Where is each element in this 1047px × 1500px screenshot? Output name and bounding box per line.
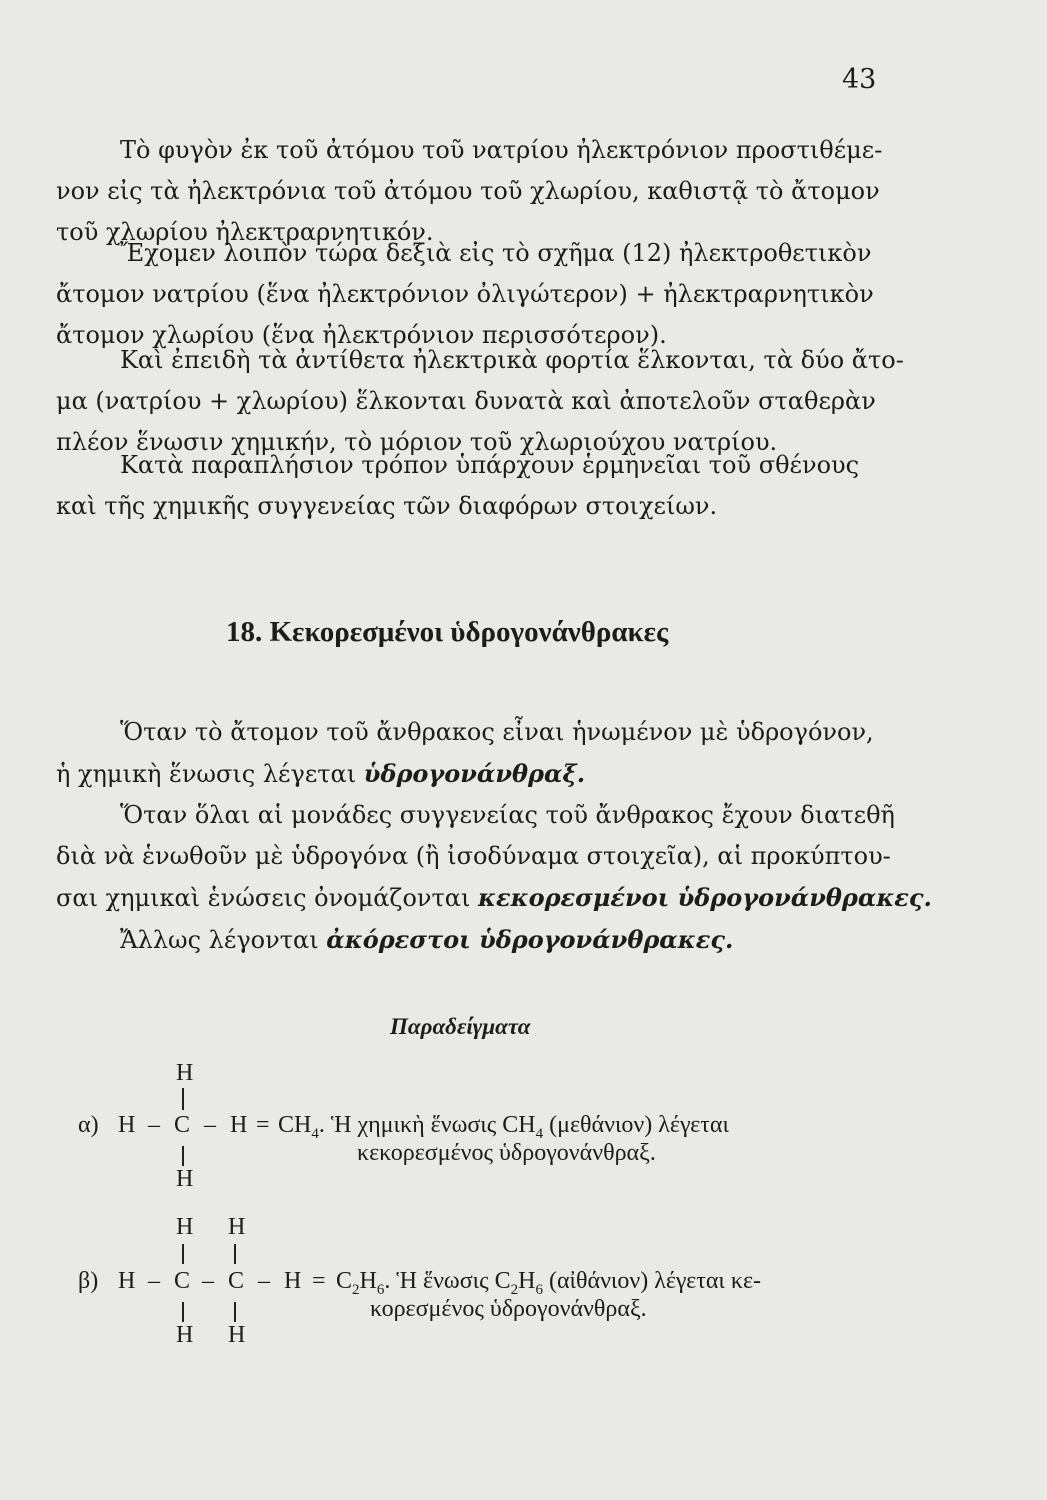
atom-h-left: H <box>118 1112 136 1138</box>
text-line: Καὶ ἐπειδὴ τὰ ἀντίθετα ἠλεκτρικὰ φορτία ἕλκονται, τὰ δύο ἄτο- <box>120 346 904 374</box>
paragraph-2 <box>56 233 882 356</box>
formula-subscript: 2 <box>510 1281 519 1298</box>
atom-h-left: H <box>118 1268 136 1294</box>
example-label-b: β) <box>78 1268 99 1294</box>
text-line: καὶ τῆς χημικῆς συγγενείας τῶν διαφόρων στοιχείων. <box>56 492 718 520</box>
equals-sign: = <box>312 1268 326 1294</box>
example-label-a: α) <box>78 1112 99 1138</box>
formula-subscript: 2 <box>352 1281 360 1298</box>
atom-c: C <box>228 1268 245 1294</box>
text-line: ἄτομον νατρίου (ἕνα ἠλεκτρόνιον ὀλιγώτερον) + ἠλεκτραρνητικὸν <box>56 280 874 308</box>
atom-h-bottom: H <box>228 1322 246 1348</box>
text-line: τοῦ χλωρίου ἠλεκτραρνητικόν. <box>56 218 434 246</box>
text-line: Ἔχομεν λοιπὸν τώρα δεξιὰ εἰς τὸ σχῆμα (12) ἠλεκτροθετικὸν <box>120 239 872 267</box>
section-heading: 18. Κεκορεσμένοι ὑδρογονάνθρακες <box>226 616 669 648</box>
atom-h-top: H <box>228 1214 246 1240</box>
atom-c: C <box>174 1112 191 1138</box>
text-line <box>112 919 882 961</box>
atom-h-bottom: H <box>176 1322 194 1348</box>
term-unsaturated-hydrocarbons: ἀκόρεστοι ὑδρογονάνθρακες. <box>326 925 734 954</box>
bond-vertical <box>182 1302 184 1322</box>
formula-subscript: 6 <box>376 1281 385 1298</box>
bond-horizontal: – <box>202 1268 214 1294</box>
text-line: Ὅταν τὸ ἄτομον τοῦ ἄνθρακος εἶναι ἡνωμένον μὲ ὑδρογόνον, <box>120 718 874 746</box>
example-text-line2: κεκορεσμένος ὑδρογονάνθραξ. <box>357 1140 656 1166</box>
paragraph-5 <box>56 712 932 961</box>
formula-ethane <box>336 1268 761 1299</box>
atom-c: C <box>174 1268 191 1294</box>
atom-h-bottom: H <box>176 1166 194 1192</box>
text-line: μα (νατρίου + χλωρίου) ἕλκονται δυνατὰ καὶ ἀποτελοῦν σταθερὰν <box>56 387 876 415</box>
bond-vertical <box>234 1244 236 1264</box>
formula-base: CH <box>278 1112 312 1138</box>
examples-title: Παραδείγματα <box>390 1014 531 1039</box>
bond-vertical <box>182 1244 184 1264</box>
text-line <box>56 877 932 919</box>
term-saturated-hydrocarbons: κεκορεσμένοι ὑδρογονάνθρακες. <box>478 883 932 912</box>
atom-h-top: H <box>176 1060 194 1086</box>
text-line: Ὅταν ὅλαι αἱ μονάδες συγγενείας τοῦ ἄνθρακος ἔχουν διατεθῆ <box>120 801 895 829</box>
bond-vertical <box>182 1088 184 1110</box>
example-text-line2: κορεσμένος ὑδρογονάνθραξ. <box>370 1296 647 1322</box>
example-text: H <box>518 1268 536 1294</box>
text-fragment: σαι χημικαὶ ἑνώσεις ὀνομάζονται <box>56 884 479 912</box>
bond-horizontal: – <box>148 1268 160 1294</box>
paragraph-4 <box>56 445 882 527</box>
text-fragment: Ἄλλως λέγονται <box>120 926 327 954</box>
bond-vertical <box>182 1146 184 1166</box>
text-line: διὰ νὰ ἑνωθοῦν μὲ ὑδρογόνα (ἢ ἰσοδύναμα στοιχεῖα), αἱ προκύπτου- <box>56 842 891 870</box>
atom-h-right: H <box>230 1112 248 1138</box>
bond-horizontal: – <box>148 1112 160 1138</box>
text-line: Τὸ φυγὸν ἐκ τοῦ ἀτόμου τοῦ νατρίου ἠλεκτρόνιον προστιθέμε- <box>120 136 883 164</box>
atom-h-right: H <box>284 1268 302 1294</box>
page-number: 43 <box>842 64 877 95</box>
text-line: ἄτομον χλωρίου (ἕνα ἠλεκτρόνιον περισσότερον). <box>56 321 667 349</box>
text-line: πλέον ἕνωσιν χημικήν, τὸ μόριον τοῦ χλωριούχου νατρίου. <box>56 428 778 456</box>
formula-subscript: 6 <box>535 1281 543 1298</box>
term-hydrocarbon: ὑδρογονάνθραξ. <box>363 759 586 788</box>
text-line <box>56 753 882 795</box>
formula-subscript: 4 <box>311 1125 319 1142</box>
bond-horizontal: – <box>258 1268 270 1294</box>
formula-subscript: 4 <box>535 1125 544 1142</box>
text-line: Κατὰ παραπλήσιον τρόπον ὑπάρχουν ἑρμηνεῖαι τοῦ σθένους <box>120 451 860 479</box>
equals-sign: = <box>256 1112 270 1138</box>
formula-methane <box>278 1112 729 1143</box>
example-text: . Ἡ ἕνωσις C <box>384 1268 511 1294</box>
text-fragment: ἡ χημικὴ ἕνωσις λέγεται <box>56 760 364 788</box>
formula-base: H <box>359 1268 377 1294</box>
atom-h-top: H <box>176 1214 194 1240</box>
formula-base: C <box>336 1268 353 1294</box>
example-text: (αἰθάνιον) λέγεται κε- <box>542 1268 762 1294</box>
example-text: (μεθάνιον) λέγεται <box>543 1112 729 1138</box>
bond-vertical <box>234 1302 236 1322</box>
example-text: . Ἡ χημικὴ ἕνωσις CH <box>318 1112 536 1138</box>
bond-horizontal: – <box>204 1112 216 1138</box>
text-line: νον εἰς τὰ ἠλεκτρόνια τοῦ ἀτόμου τοῦ χλωρίου, καθιστᾷ τὸ ἄτομον <box>56 177 880 205</box>
